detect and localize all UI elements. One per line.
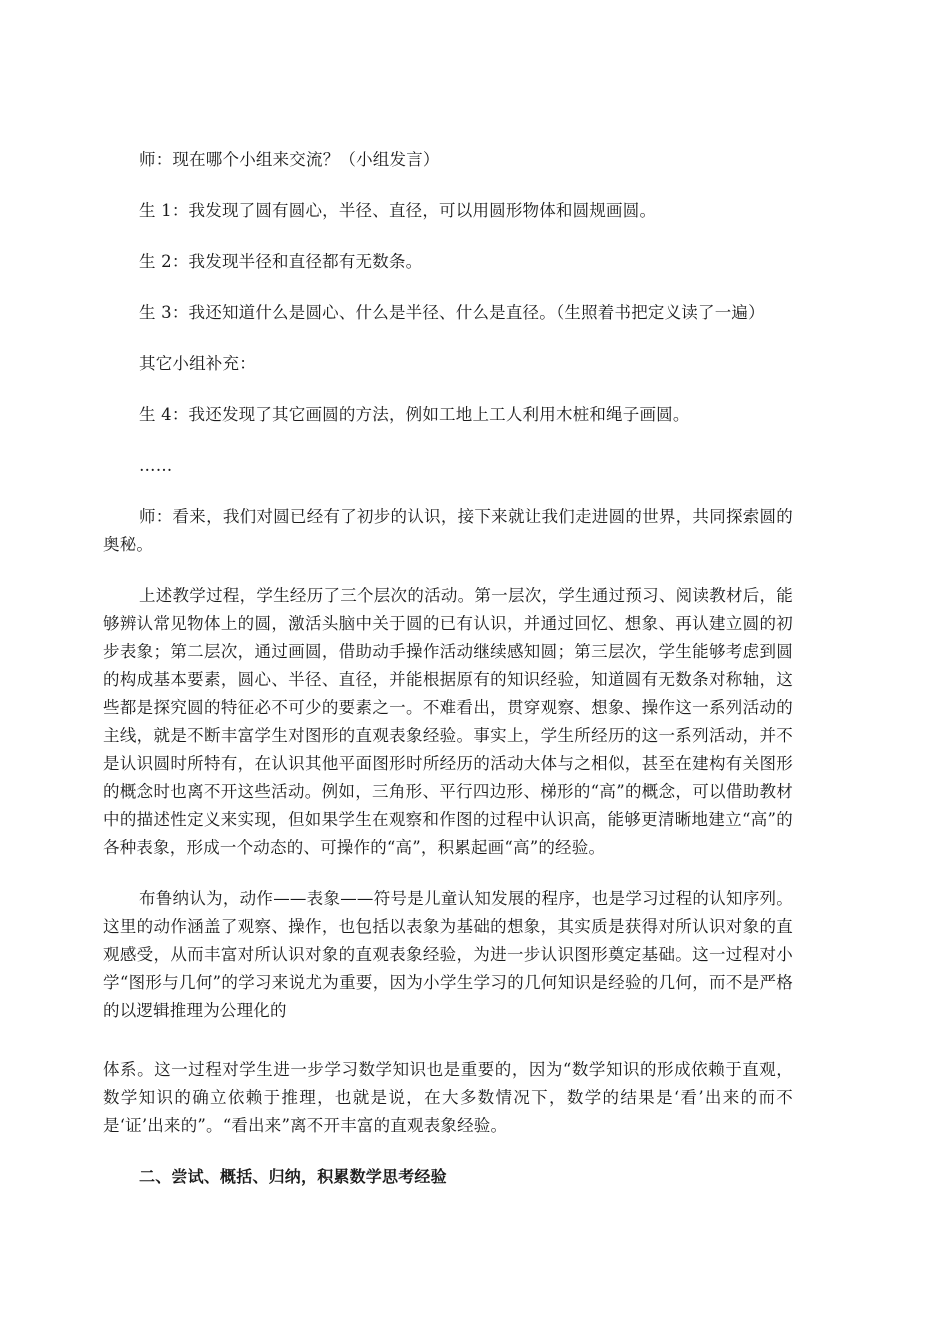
paragraph-teacher-question: 师：现在哪个小组来交流？（小组发言） (139, 150, 440, 169)
paragraph-ellipsis: …… (139, 456, 173, 475)
paragraph-student-4: 生 4：我还发现了其它画圆的方法，例如工地上工人利用木桩和绳子画圆。 (139, 405, 690, 424)
paragraph-student-2: 生 2：我发现半径和直径都有无数条。 (139, 252, 423, 271)
paragraph-continuation: 体系。这一过程对学生进一步学习数学知识也是重要的，因为“数学知识的形成依赖于直观，数学知识的确立依赖于推理，也就是说，在大多数情况下，数学的结果是‘看’出来的而不是‘证’出来的”。“看出来”离不开丰富的直观表象经验。 (103, 1060, 793, 1135)
paragraph-bruner: 布鲁纳认为，动作——表象——符号是儿童认知发展的程序，也是学习过程的认知序列。这里的动作涵盖了观察、操作，也包括以表象为基础的想象，其实质是获得对所认识对象的直观感受，从而丰富对所认识对象的直观表象经验，为进一步认识图形奠定基础。这一过程对小学“图形与几何”的学习来说尤为重要，因为小学生学习的几何知识是经验的几何，而不是严格的以逻辑推理为公理化的 (103, 889, 793, 1020)
document-body (103, 146, 793, 1191)
paragraph-other-groups: 其它小组补充： (139, 354, 256, 373)
section-heading: 二、尝试、概括、归纳，积累数学思考经验 (139, 1167, 447, 1186)
paragraph-student-3: 生 3：我还知道什么是圆心、什么是半径、什么是直径。（生照着书把定义读了一遍） (139, 303, 765, 322)
paragraph-student-1: 生 1：我发现了圆有圆心，半径、直径，可以用圆形物体和圆规画圆。 (139, 201, 657, 220)
paragraph-teacher-summary: 师：看来，我们对圆已经有了初步的认识，接下来就让我们走进圆的世界，共同探索圆的奥秘。 (103, 507, 793, 554)
paragraph-analysis: 上述教学过程，学生经历了三个层次的活动。第一层次，学生通过预习、阅读教材后，能够辨认常见物体上的圆，激活头脑中关于圆的已有认识，并通过回忆、想象、再认建立圆的初步表象；第二层次，通过画圆，借助动手操作活动继续感知圆；第三层次，学生能够考虑到圆的构成基本要素，圆心、半径、直径，并能根据原有的知识经验，知道圆有无数条对称轴，这些都是探究圆的特征必不可少的要素之一。不难看出，贯穿观察、想象、操作这一系列活动的主线，就是不断丰富学生对图形的直观表象经验。事实上，学生所经历的这一系列活动，并不是认识圆时所特有，在认识其他平面图形时所经历的活动大体与之相似，甚至在建构有关图形的概念时也离不开这些活动。例如，三角形、平行四边形、梯形的“高”的概念，可以借助教材中的描述性定义来实现，但如果学生在观察和作图的过程中认识高，能够更清晰地建立“高”的各种表象，形成一个动态的、可操作的“高”，积累起画“高”的经验。 (103, 586, 793, 857)
